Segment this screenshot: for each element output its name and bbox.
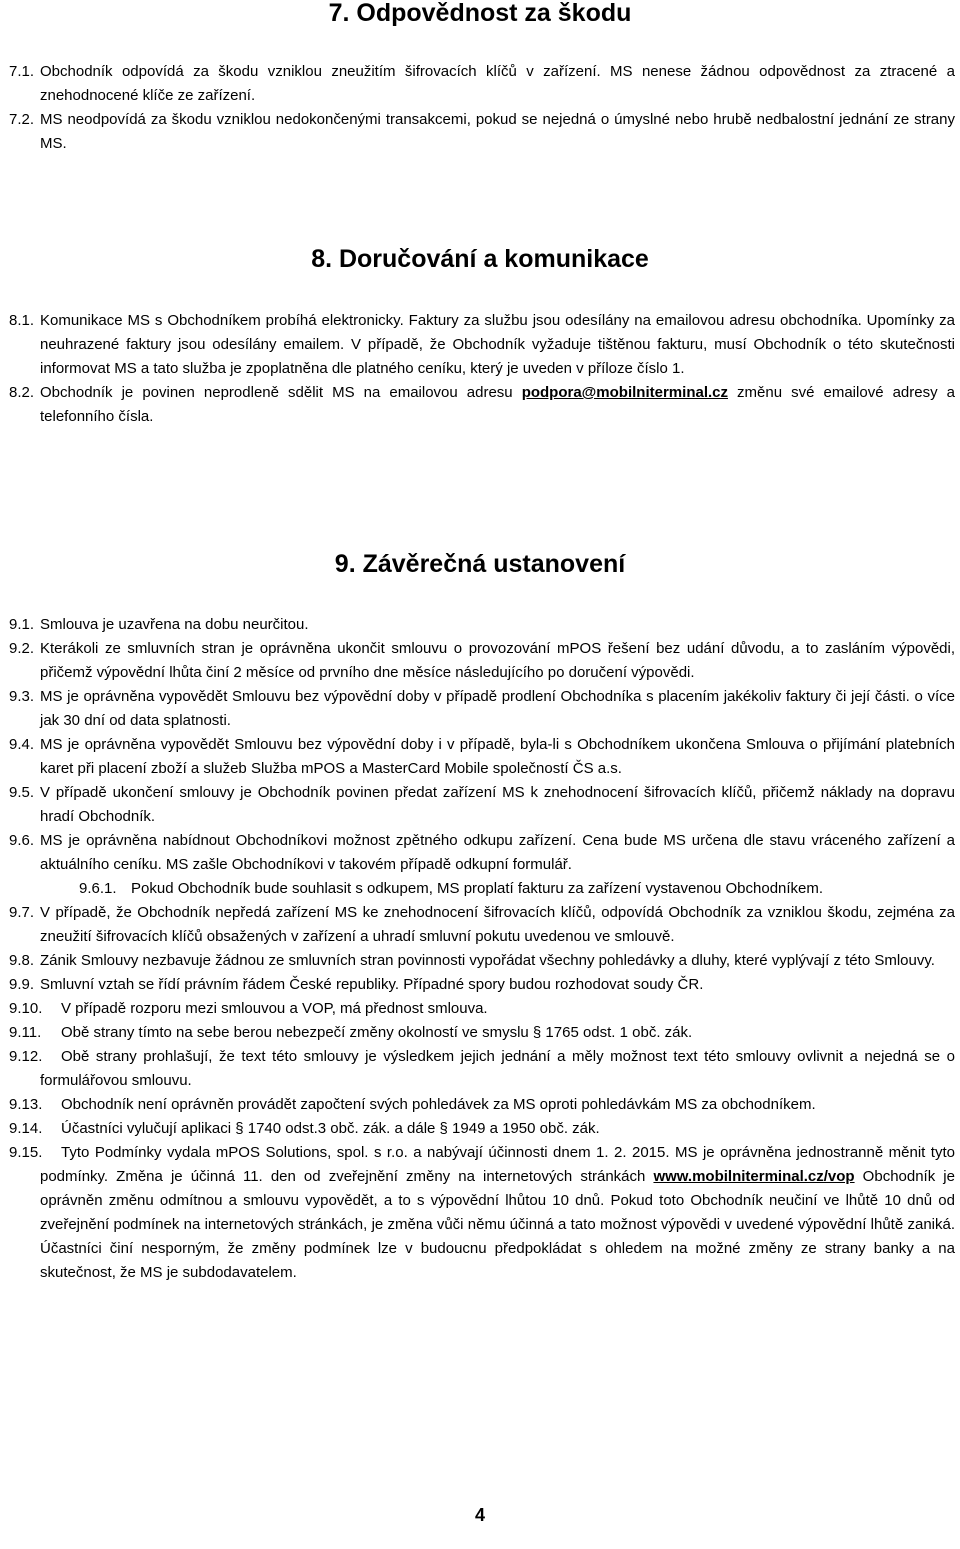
clause-number: 9.15. [9, 1144, 43, 1161]
clause-text: MS je oprávněna vypovědět Smlouvu bez výpovědní doby i v případě, byla-li s Obchodníkem ukončena Smlouva o přijímání platebních karet při placení zboží a služeb Služba mPOS a MasterCard Mobile společností ČS a.s. [40, 736, 955, 777]
clause-number: 9.10. [9, 1000, 43, 1017]
clause-8-2 [9, 381, 955, 429]
clause-text: Komunikace MS s Obchodníkem probíhá elektronicky. Faktury za službu jsou odesílány na emailovou adresu obchodníka. Upomínky za neuhrazené faktury jsou odesílány emailem. V případě, že Obchodník vyžaduje tištěnou fakturu, musí Obchodník o této skutečnosti informovat MS a tato služba je zpoplatněna dle platného ceníku, který je uveden v příloze číslo 1. [40, 312, 955, 377]
clause-9-4 [9, 733, 955, 781]
clause-number: 9.13. [9, 1096, 43, 1113]
clause-9-5 [9, 781, 955, 829]
clause-9-6 [9, 829, 955, 877]
clause-number: 7.1. [9, 63, 35, 80]
clause-9-7 [9, 901, 955, 949]
clause-text: Zánik Smlouvy nezbavuje žádnou ze smluvních stran povinnosti vypořádat všechny pohledávky a dluhy, které vyplývají z této Smlouvy. [40, 952, 935, 969]
clause-number: 9.5. [9, 784, 35, 801]
clause-text: Obchodník odpovídá za škodu vzniklou zneužitím šifrovacích klíčů v zařízení. MS nenese žádnou odpovědnost za ztracené a znehodnocené klíče ze zařízení. [40, 63, 955, 104]
section-7-body [9, 60, 955, 156]
clause-9-10 [9, 997, 955, 1021]
clause-number: 9.2. [9, 640, 35, 657]
clause-text: V případě ukončení smlouvy je Obchodník povinen předat zařízení MS k znehodnocení šifrovacích klíčů, přičemž náklady na dopravu hradí Obchodník. [40, 784, 955, 825]
clause-text: Obchodník není oprávněn provádět započtení svých pohledávek za MS oproti pohledávkám MS za obchodníkem. [61, 1096, 816, 1113]
clause-number: 9.11. [9, 1024, 42, 1041]
clause-9-6-1 [9, 877, 955, 901]
clause-number: 9.7. [9, 904, 35, 921]
clause-text: MS je oprávněna nabídnout Obchodníkovi možnost zpětného odkupu zařízení. Cena bude MS určena dle stavu vráceného zařízení a aktuálního ceníku. MS zašle Obchodníkovi v takovém případě odkupní formulář. [40, 832, 955, 873]
clause-9-8 [9, 949, 955, 973]
clause-text: V případě, že Obchodník nepředá zařízení MS ke znehodnocení šifrovacích klíčů, odpovídá Obchodník za vzniklou škodu, zejména za zneužití šifrovacích klíčů obsažených v zařízení a uhradí smluvní pokutu uvedenou ve smlouvě. [40, 904, 955, 945]
clause-9-3 [9, 685, 955, 733]
clause-text: Obě strany tímto na sebe berou nebezpečí změny okolností ve smyslu § 1765 odst. 1 obč. zák. [61, 1024, 693, 1041]
clause-text: MS neodpovídá za škodu vzniklou nedokončenými transakcemi, pokud se nejedná o úmyslné nebo hrubě nedbalostní jednání ze strany MS. [40, 111, 955, 152]
clause-9-9 [9, 973, 955, 997]
clause-text: Kterákoli ze smluvních stran je oprávněna ukončit smlouvu o provozování mPOS řešení bez udání důvodu, a to zasláním výpovědi, přičemž výpovědní lhůta činí 2 měsíce od prvního dne měsíce následujícího po doručení výpovědi. [40, 640, 955, 681]
section-8-heading: 8. Doručování a komunikace [311, 245, 649, 273]
clause-8-1 [9, 309, 955, 381]
section-9-body [9, 613, 955, 1285]
clause-text: Obchodník je povinen neprodleně sdělit MS na emailovou adresu [40, 384, 522, 401]
clause-number: 7.2. [9, 111, 35, 128]
clause-number: 8.2. [9, 384, 35, 401]
clause-number: 8.1. [9, 312, 35, 329]
clause-9-12 [9, 1045, 955, 1093]
clause-9-13 [9, 1093, 955, 1117]
clause-number: 9.12. [9, 1048, 43, 1065]
section-7-heading: 7. Odpovědnost za škodu [328, 0, 632, 27]
clause-text: V případě rozporu mezi smlouvou a VOP, má přednost smlouva. [61, 1000, 488, 1017]
clause-7-2 [9, 108, 955, 156]
clause-text: Tyto Podmínky vydala mPOS Solutions, spol. s r.o. a nabývají účinnosti dnem 1. 2. 2015. MS je oprávněna jednostranně měnit tyto podmínky. Změna je účinná 11. den od zveřejnění změny na internetových stránkách [40, 1144, 955, 1185]
clause-number: 9.1. [9, 616, 35, 633]
clause-text: Smlouva je uzavřena na dobu neurčitou. [40, 616, 309, 633]
section-8-body [9, 309, 955, 429]
clause-number: 9.14. [9, 1120, 43, 1137]
clause-text: Pokud Obchodník bude souhlasit s odkupem, MS proplatí fakturu za zařízení vystavenou Obchodníkem. [131, 880, 824, 897]
clause-9-2 [9, 637, 955, 685]
clause-9-1 [9, 613, 955, 637]
clause-number: 9.3. [9, 688, 35, 705]
clause-7-1 [9, 60, 955, 108]
terms-url-link[interactable]: www.mobilniterminal.cz/vop [653, 1168, 855, 1185]
clause-number: 9.6. [9, 832, 35, 849]
clause-text: změnu své emailové adresy a telefonního čísla. [40, 384, 955, 425]
support-email-link[interactable]: podpora@mobilniterminal.cz [521, 384, 728, 401]
section-9-heading: 9. Závěrečná ustanovení [334, 550, 626, 578]
clause-9-14 [9, 1117, 955, 1141]
clause-number: 9.8. [9, 952, 35, 969]
clause-number: 9.9. [9, 976, 35, 993]
clause-text: Účastníci vylučují aplikaci § 1740 odst.3 obč. zák. a dále § 1949 a 1950 obč. zák. [61, 1120, 600, 1137]
clause-9-11 [9, 1021, 955, 1045]
clause-text: Obchodník je oprávněn změnu odmítnou a smlouvu vypovědět, a to s výpovědní lhůtou 10 dnů. Pokud toto Obchodník neučiní ve lhůtě 10 dnů od zveřejnění podmínek na internetových stránkách, je změna vůči němu účinná a tato možnost výpovědi v uvedené výpovědní lhůtě zaniká. Účastníci činí nesporným, že změny podmínek lze v budoucnu předpokládat s ohledem na možné změny ze strany banky a na skutečnost, že MS je subdodavatelem. [40, 1168, 955, 1281]
clause-text: Obě strany prohlašují, že text této smlouvy je výsledkem jejich jednání a měly možnost text této smlouvy ovlivnit a nejedná se o formulářovou smlouvu. [40, 1048, 955, 1089]
clause-number: 9.6.1. [79, 880, 117, 897]
clause-text: MS je oprávněna vypovědět Smlouvu bez výpovědní doby v případě prodlení Obchodníka s placením jakékoliv faktury či její části. o více jak 30 dní od data splatnosti. [40, 688, 955, 729]
clause-text: Smluvní vztah se řídí právním řádem České republiky. Případné spory budou rozhodovat soudy ČR. [40, 976, 704, 993]
clause-9-15 [9, 1141, 955, 1285]
page-number: 4 [474, 1505, 485, 1525]
clause-number: 9.4. [9, 736, 35, 753]
